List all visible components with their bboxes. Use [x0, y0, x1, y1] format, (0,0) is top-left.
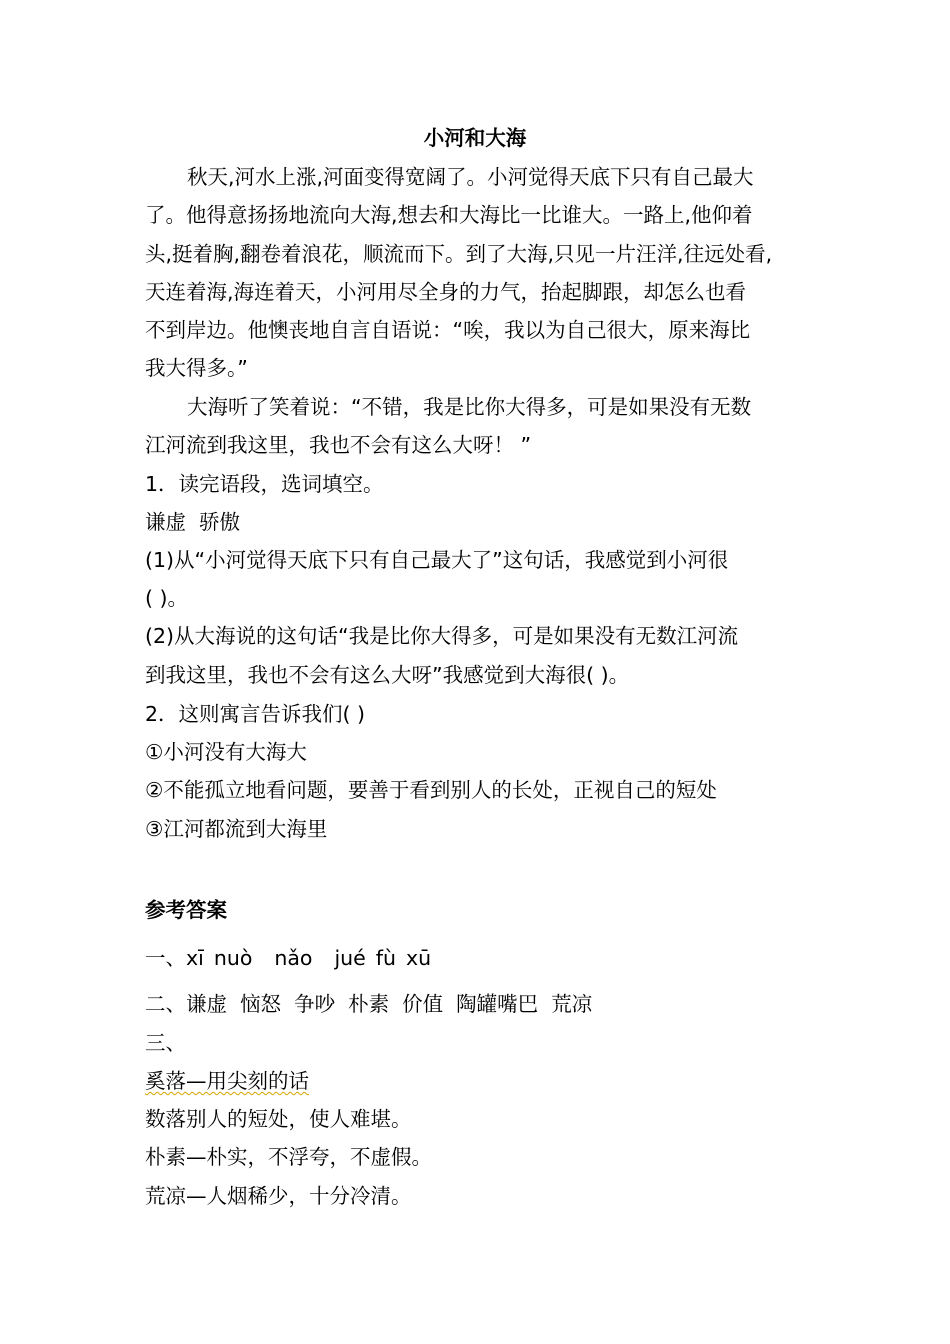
question-1-sub1: (1)从“小河觉得天底下只有自己最大了”这句话，我感觉到小河很 [145, 548, 729, 572]
question-2-option: ③江河都流到大海里 [145, 817, 328, 841]
passage-line: 江河流到我这里，我也不会有这么大呀！ ” [145, 433, 532, 457]
answers-heading: 参考答案 [145, 898, 227, 922]
passage-line: 不到岸边。他懊丧地自言自语说：“唉，我以为自己很大，原来海比 [145, 318, 751, 342]
pinyin-item: xī [186, 946, 204, 970]
question-2-option: ②不能孤立地看问题，要善于看到别人的长处，正视自己的短处 [145, 778, 717, 802]
page-title: 小河和大海 [423, 126, 527, 150]
pinyin-item: jué [334, 946, 366, 970]
word-choices: 谦虚 骄傲 [145, 510, 241, 534]
passage-line: 了。他得意扬扬地流向大海,想去和大海比一比谁大。一路上,他仰着 [145, 203, 753, 227]
answer-1 [145, 944, 825, 972]
answer-3-line: 荒凉—人烟稀少，十分冷清。 [145, 1184, 412, 1208]
answer-2: 二、谦虚 恼怒 争吵 朴素 价值 陶罐嘴巴 荒凉 [145, 992, 593, 1016]
answer-3-line [145, 1067, 825, 1095]
pinyin-item: xū [406, 946, 432, 970]
question-1-sub2: 到我这里，我也不会有这么大呀”我感觉到大海很( )。 [145, 663, 630, 687]
question-1-title: 1．读完语段，选词填空。 [145, 472, 384, 496]
answer-3-line: 数落别人的短处，使人难堪。 [145, 1107, 412, 1131]
passage-line: 秋天,河水上涨,河面变得宽阔了。小河觉得天底下只有自己最大 [187, 165, 754, 189]
question-2-title: 2．这则寓言告诉我们( ) [145, 702, 366, 726]
answer-3-label: 三、 [145, 1031, 186, 1055]
answer-1-label: 一、 [145, 946, 186, 970]
passage-line: 我大得多。” [145, 356, 248, 380]
question-2-option: ①小河没有大海大 [145, 740, 307, 764]
answer-3-line: 朴素—朴实，不浮夸，不虚假。 [145, 1145, 432, 1169]
pinyin-item: nuò [213, 946, 253, 970]
pinyin-item: nǎo [274, 946, 313, 970]
passage-line: 头,挺着胸,翻卷着浪花，顺流而下。到了大海,只见一片汪洋,往远处看, [145, 242, 773, 266]
answer-3-text: 奚落—用尖刻的话 [145, 1069, 309, 1093]
passage-line: 大海听了笑着说：“不错，我是比你大得多，可是如果没有无数 [187, 395, 752, 419]
question-1-sub2: (2)从大海说的这句话“我是比你大得多，可是如果没有无数江河流 [145, 624, 739, 648]
pinyin-item: fù [375, 946, 396, 970]
passage-line: 天连着海,海连着天，小河用尽全身的力气，抬起脚跟，却怎么也看 [145, 280, 747, 304]
question-1-sub1: ( )。 [145, 586, 189, 610]
